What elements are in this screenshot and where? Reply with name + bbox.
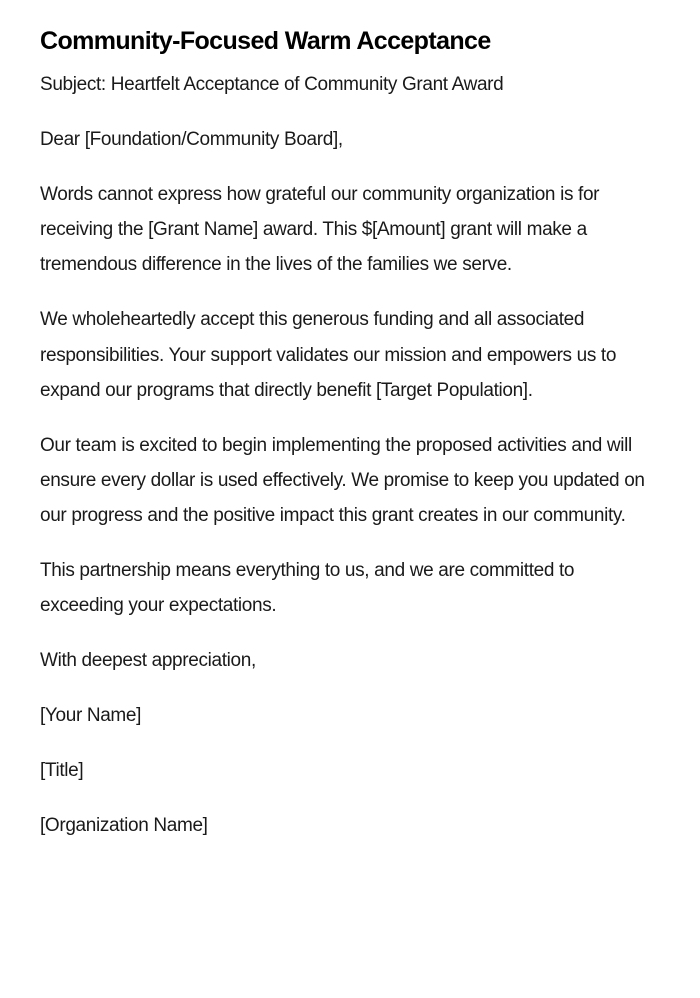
document-title: Community-Focused Warm Acceptance (40, 27, 491, 55)
subject-line: Subject: Heartfelt Acceptance of Community Grant Award (40, 74, 504, 95)
signature-title: [Title] (40, 760, 84, 782)
signature-name: [Your Name] (40, 705, 142, 727)
closing-line: With deepest appreciation, (40, 650, 256, 672)
salutation: Dear [Foundation/Community Board], (40, 129, 343, 150)
signature-organization: [Organization Name] (40, 815, 208, 837)
body-paragraph-partnership: This partnership means everything to us, and we are committed to exceeding your expectations. (40, 560, 575, 617)
body-paragraph-gratitude: Words cannot express how grateful our community organization is for receiving the [Grant Name] award. This $[Amount] grant will make a tremendous difference in the lives of the families we serve. (40, 184, 600, 276)
letter-document (40, 24, 650, 863)
body-paragraph-implementation: Our team is excited to begin implementing the proposed activities and will ensure every dollar is used effectively. We promise to keep you updated on our progress and the positive impact this grant creates in our community. (40, 434, 645, 527)
body-paragraph-acceptance: We wholeheartedly accept this generous funding and all associated responsibilities. Your support validates our mission and empowers us to expand our programs that directly benefit [Target Population]. (40, 309, 617, 401)
